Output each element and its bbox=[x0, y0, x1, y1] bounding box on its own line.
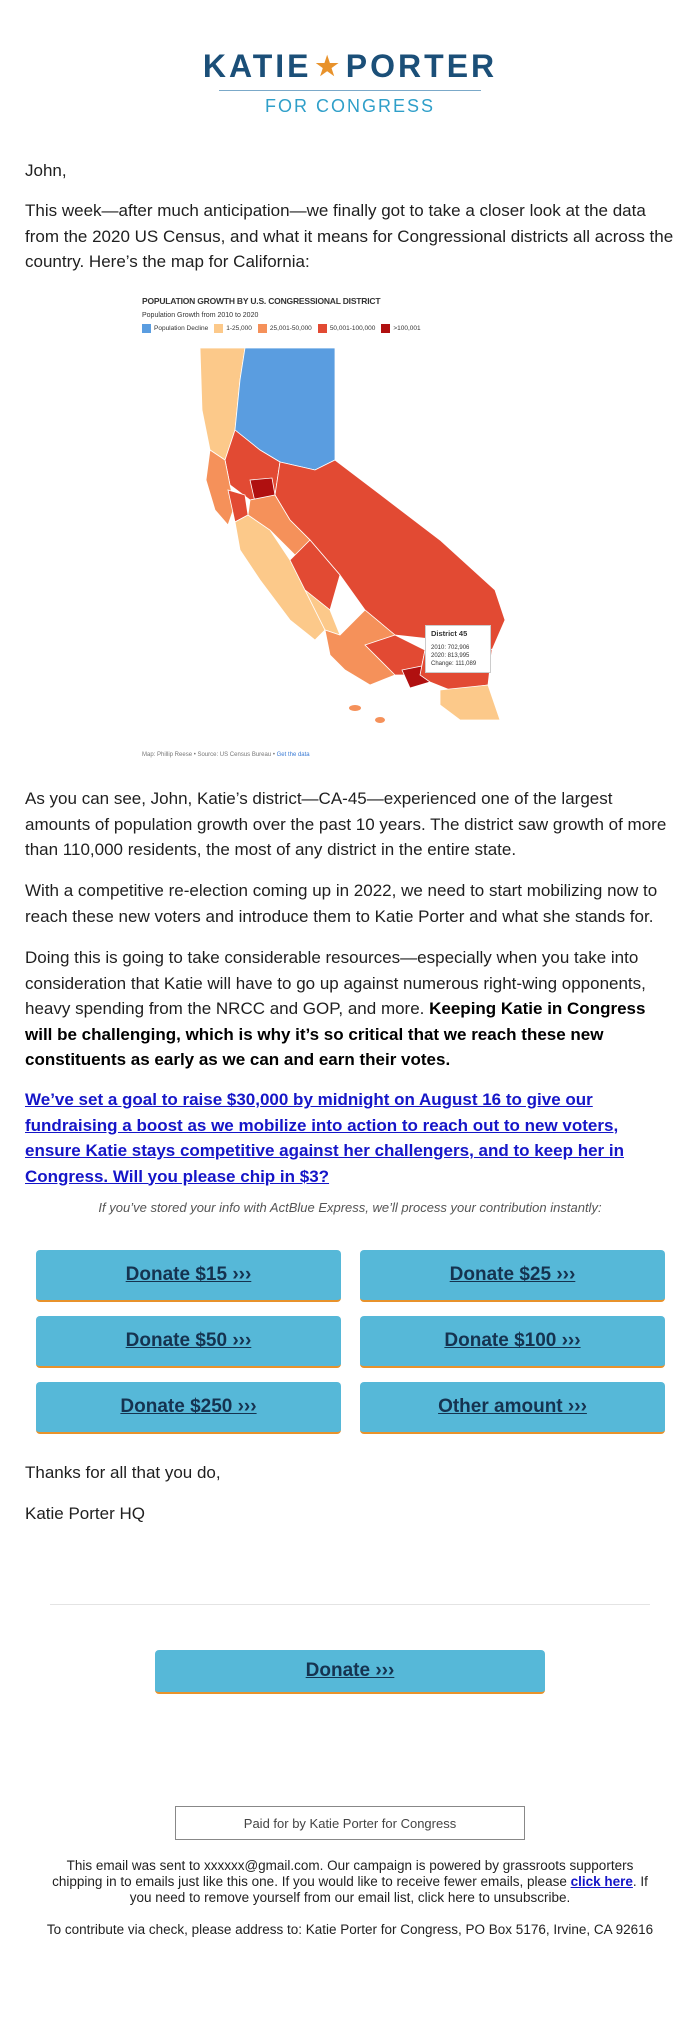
donate-15-button[interactable]: Donate $15 ››› bbox=[36, 1250, 341, 1302]
footer-check-address: To contribute via check, please address to: Katie Porter for Congress, PO Box 5176, Irvine, CA 92616 bbox=[46, 1922, 654, 1937]
chip-in-link[interactable]: We’ve set a goal to raise $30,000 by midnight on August 16 to give our fundraising a boost as we mobilize into action to reach out to new voters, ensure Katie stays competitive against her challengers, and to keep her in Congress. Will you please chip in $3? bbox=[25, 1090, 624, 1186]
donate-100-button[interactable]: Donate $100 ››› bbox=[360, 1316, 665, 1368]
other-amount-button[interactable]: Other amount ››› bbox=[360, 1382, 665, 1434]
map-title: POPULATION GROWTH BY U.S. CONGRESSIONAL DISTRICT bbox=[142, 296, 381, 306]
district-45-tooltip: District 45 2010: 702,906 2020: 813,995 Change: 111,089 bbox=[425, 625, 491, 673]
re-election-paragraph: With a competitive re-election coming up in 2022, we need to start mobilizing now to reach these new voters and introduce them to Katie Porter and what she stands for. bbox=[25, 881, 658, 926]
legend-item: >100,001 bbox=[381, 324, 420, 333]
actblue-note: If you’ve stored your info with ActBlue Express, we’ll process your contribution instantly: bbox=[98, 1200, 602, 1215]
legend-item: 50,001-100,000 bbox=[318, 324, 376, 333]
resources-paragraph: Doing this is going to take considerable resources—especially when you take into consideration that Katie will have to go up against numerous right-wing opponents, heavy spending from the NRCC and GOP, and more. Keeping Katie in Congress will be challenging, which is why it’s so critical that we reach these new constituents as early as we can and earn their votes. bbox=[25, 948, 646, 1069]
goal-paragraph bbox=[25, 1087, 675, 1189]
logo-first-name: KATIE bbox=[202, 48, 312, 84]
map-source: Map: Phillip Reese • Source: US Census Bureau • Get the data bbox=[142, 752, 310, 758]
signoff: Thanks for all that you do, bbox=[25, 1463, 221, 1482]
donate-50-button[interactable]: Donate $50 ››› bbox=[36, 1316, 341, 1368]
greeting: John, bbox=[25, 161, 67, 180]
fewer-emails-link[interactable]: click here bbox=[570, 1874, 633, 1889]
donate-25-button[interactable]: Donate $25 ››› bbox=[360, 1250, 665, 1302]
california-census-map bbox=[140, 290, 560, 770]
district-growth-paragraph: As you can see, John, Katie’s district—CA-45—experienced one of the largest amounts of population growth over the past 10 years. The district saw growth of more than 110,000 residents, the most of any district in the entire state. bbox=[25, 789, 667, 859]
campaign-logo bbox=[0, 48, 700, 117]
star-icon: ★ bbox=[315, 51, 342, 81]
footer-email-notice: This email was sent to xxxxxx@gmail.com. Our campaign is powered by grassroots supporters chipping in to emails just like this one. If you would like to receive fewer emails, please click here. If you need to remove yourself from our email list, click here to unsubscribe. bbox=[52, 1858, 648, 1905]
california-map-shape bbox=[140, 290, 560, 770]
logo-subtitle: FOR CONGRESS bbox=[264, 96, 435, 116]
donate-main-button[interactable]: Donate ››› bbox=[155, 1650, 545, 1694]
map-subtitle: Population Growth from 2010 to 2020 bbox=[142, 312, 259, 319]
signature: Katie Porter HQ bbox=[25, 1504, 145, 1523]
section-divider bbox=[50, 1604, 650, 1605]
donate-250-button[interactable]: Donate $250 ››› bbox=[36, 1382, 341, 1434]
paid-for-disclaimer: Paid for by Katie Porter for Congress bbox=[175, 1806, 525, 1840]
legend-item: 25,001-50,000 bbox=[258, 324, 312, 333]
logo-divider bbox=[219, 90, 481, 91]
legend-item: 1-25,000 bbox=[214, 324, 252, 333]
logo-name bbox=[0, 48, 700, 86]
intro-paragraph: This week—after much anticipation—we finally got to take a closer look at the data from the 2020 US Census, and what it means for Congressional districts all across the country. Here’s the map for California: bbox=[25, 201, 674, 271]
logo-last-name: PORTER bbox=[345, 48, 498, 84]
resources-emphasis: Keeping Katie in Congress will be challenging, which is why it’s so critical that we reach these new constituents as early as we can and earn their votes. bbox=[25, 999, 646, 1069]
legend-item: Population Decline bbox=[142, 324, 208, 333]
